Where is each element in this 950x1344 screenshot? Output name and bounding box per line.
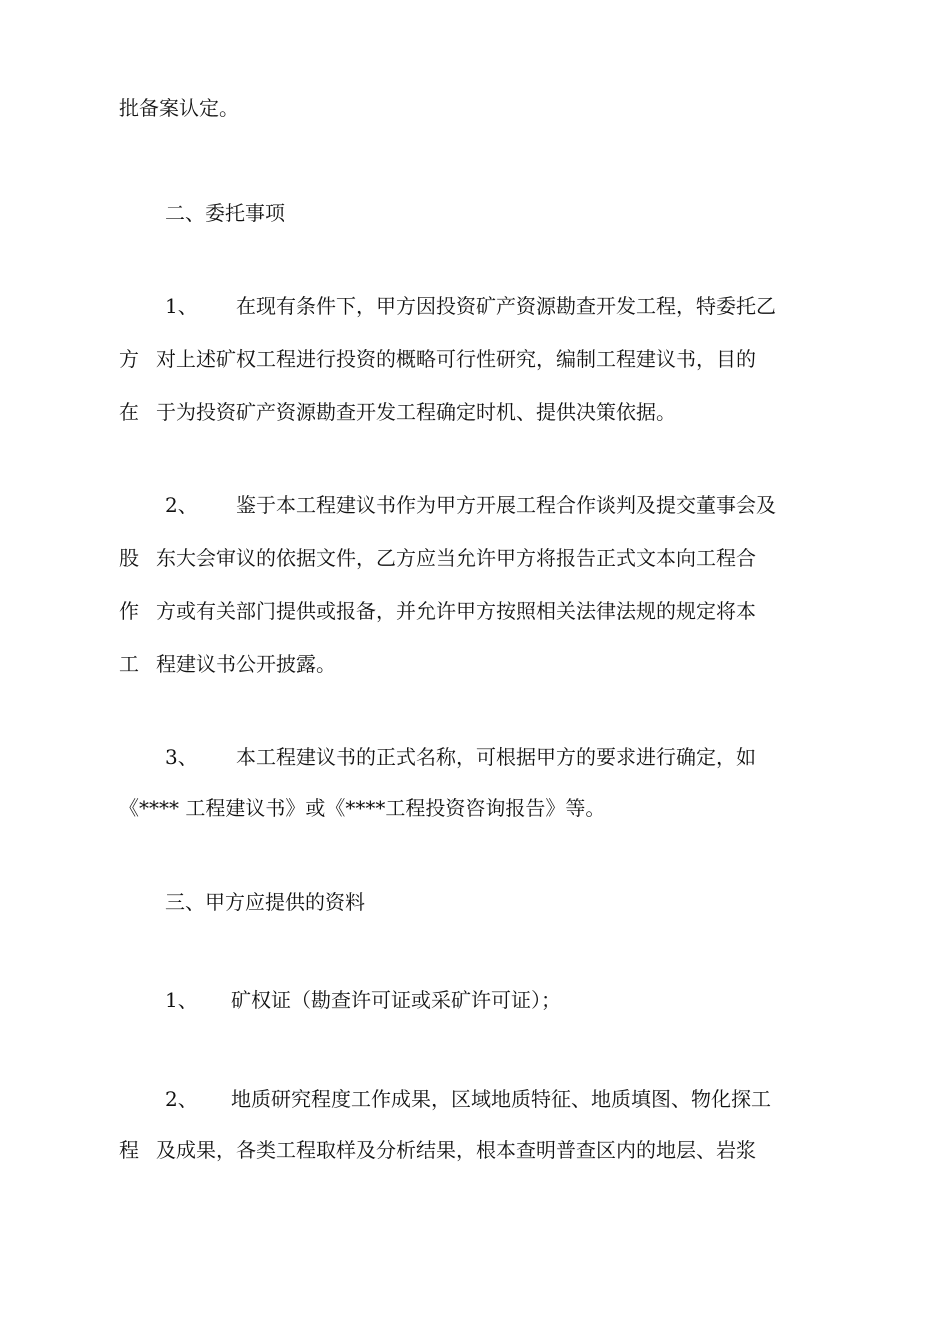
- text-line: [0, 1133, 950, 1167]
- paragraph-text: 批备案认定。: [119, 96, 239, 120]
- line-lead-char: 程: [119, 1138, 139, 1162]
- list-item-line: [0, 488, 950, 522]
- section-heading-line: [0, 196, 950, 230]
- list-item-line: [0, 740, 950, 774]
- text-line: [0, 647, 950, 681]
- paragraph-text: 《**** 工程建议书》或《****工程投资咨询报告》等。: [119, 796, 606, 820]
- list-item-line: [0, 289, 950, 323]
- text-line: [0, 395, 950, 429]
- text-line: [0, 791, 950, 825]
- line-lead-char: 股: [119, 546, 139, 570]
- line-lead-char: 作: [119, 599, 139, 623]
- list-item-line: [0, 983, 950, 1017]
- line-lead-char: 工: [119, 652, 139, 676]
- item-number: 2、: [165, 1087, 198, 1111]
- line-text: 东大会审议的依据文件，乙方应当允许甲方将报告正式文本向工程合: [156, 546, 756, 570]
- text-line: [0, 91, 950, 125]
- list-item-line: [0, 1082, 950, 1116]
- line-text: 于为投资矿产资源勘查开发工程确定时机、提供决策依据。: [156, 400, 676, 424]
- text-line: [0, 541, 950, 575]
- item-number: 2、: [165, 493, 198, 517]
- section-heading-line: [0, 885, 950, 919]
- section-heading: 三、甲方应提供的资料: [165, 890, 365, 914]
- text-line: [0, 342, 950, 376]
- text-line: [0, 594, 950, 628]
- line-lead-char: 在: [119, 400, 139, 424]
- item-text: 矿权证（勘查许可证或采矿许可证）；: [231, 988, 561, 1012]
- line-text: 程建议书公开披露。: [156, 652, 336, 676]
- item-number: 1、: [165, 988, 198, 1012]
- item-text: 地质研究程度工作成果，区域地质特征、地质填图、物化探工: [231, 1087, 771, 1111]
- section-heading: 二、委托事项: [165, 201, 285, 225]
- item-number: 1、: [165, 294, 198, 318]
- line-text: 对上述矿权工程进行投资的概略可行性研究，编制工程建议书，目的: [156, 347, 756, 371]
- item-number: 3、: [165, 745, 198, 769]
- item-text: 鉴于本工程建议书作为甲方开展工程合作谈判及提交董事会及: [236, 493, 776, 517]
- line-text: 及成果，各类工程取样及分析结果，根本查明普查区内的地层、岩浆: [156, 1138, 756, 1162]
- item-text: 本工程建议书的正式名称，可根据甲方的要求进行确定，如: [236, 745, 756, 769]
- line-lead-char: 方: [119, 347, 139, 371]
- line-text: 方或有关部门提供或报备，并允许甲方按照相关法律法规的规定将本: [156, 599, 756, 623]
- item-text: 在现有条件下，甲方因投资矿产资源勘查开发工程，特委托乙: [236, 294, 776, 318]
